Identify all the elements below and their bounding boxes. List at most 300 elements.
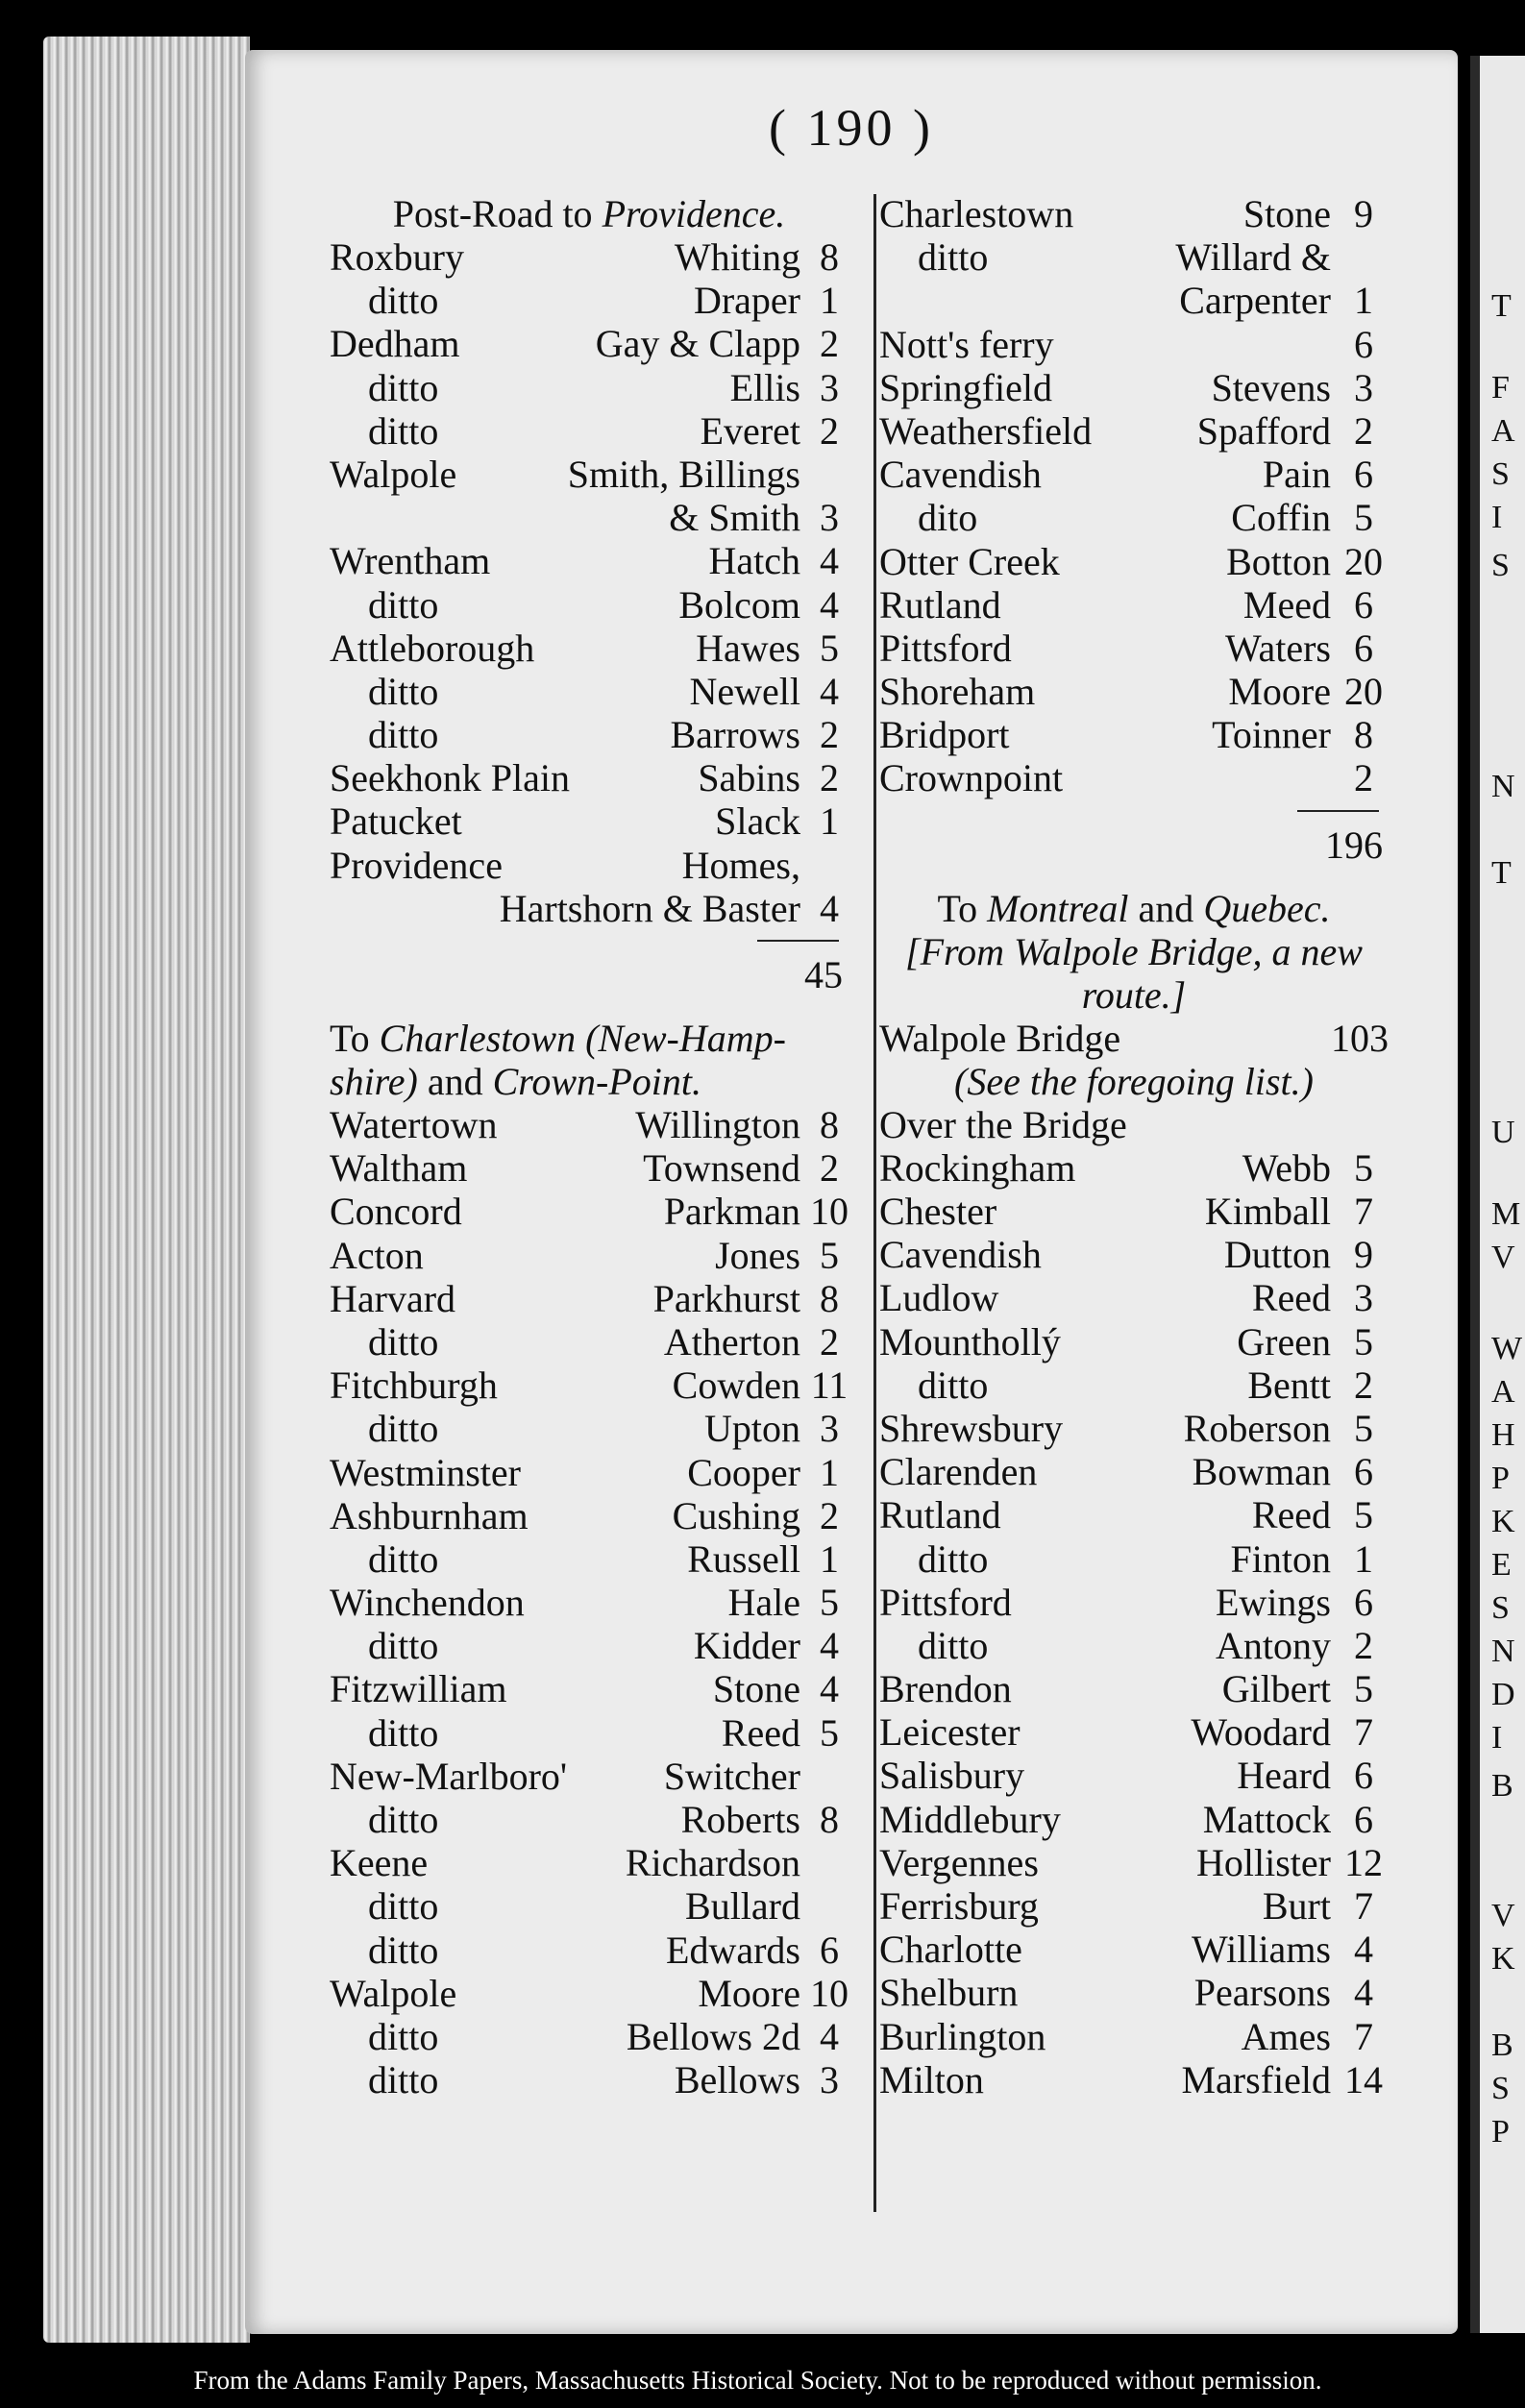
miles: 6	[1354, 582, 1373, 627]
table-row	[330, 1320, 849, 1364]
miles: 8	[1354, 713, 1373, 757]
place-name: ditto	[368, 1624, 439, 1668]
table-row	[330, 2015, 849, 2058]
page-number: ( 190 )	[769, 99, 934, 157]
heading-italic-text: Montreal	[987, 886, 1129, 930]
table-row	[330, 1972, 849, 2015]
table-row	[330, 1277, 849, 1320]
innkeeper-name: Carpenter	[1179, 279, 1331, 323]
miles: 1	[820, 1450, 839, 1494]
innkeeper-name: Cowden	[672, 1364, 800, 1408]
table-row	[330, 496, 849, 539]
miles: 2	[1354, 1623, 1373, 1667]
miles: 4	[1354, 1928, 1373, 1972]
miles: 3	[1354, 365, 1373, 409]
place-name: Ashburnham	[330, 1493, 529, 1537]
table-row	[879, 1233, 1389, 1276]
innkeeper-name: Heard	[1237, 1754, 1331, 1798]
table-row	[879, 540, 1389, 583]
place-name: Weathersfield	[879, 408, 1093, 453]
miles: 5	[1354, 1667, 1373, 1711]
place-name: Harvard	[330, 1276, 456, 1320]
table-row	[879, 756, 1389, 799]
place-name: ditto	[918, 235, 989, 280]
innkeeper-name: Switcher	[663, 1754, 800, 1798]
see-foregoing-list-note: (See the foregoing list.)	[954, 1059, 1314, 1103]
place-name: Charlestown	[879, 192, 1074, 235]
innkeeper-name: Everet	[700, 408, 800, 453]
place-name: Middlebury	[879, 1797, 1061, 1841]
place-name: Leicester	[879, 1710, 1021, 1755]
miles: 9	[1354, 1233, 1373, 1277]
book-page-edges	[43, 37, 250, 2343]
place-name: ditto	[368, 582, 439, 627]
table-row	[879, 1537, 1389, 1581]
innkeeper-name: Stevens	[1211, 365, 1331, 409]
miles: 11	[810, 1364, 849, 1408]
right-column	[879, 192, 1389, 2101]
place-name: ditto	[368, 1536, 439, 1581]
table-row	[879, 627, 1389, 670]
miles: 5	[1354, 1145, 1373, 1190]
table-row	[330, 670, 849, 713]
innkeeper-name: Hartshorn & Baster	[499, 886, 800, 930]
place-name: ditto	[368, 365, 439, 409]
table-row	[879, 235, 1389, 279]
over-the-bridge-label: Over the Bridge	[879, 1102, 1127, 1146]
place-name: ditto	[368, 669, 439, 713]
table-row	[879, 366, 1389, 409]
table-row	[879, 1667, 1389, 1710]
miles: 2	[820, 1493, 839, 1537]
table-row	[879, 1407, 1389, 1450]
innkeeper-name: Pearsons	[1193, 1971, 1331, 2015]
table-row	[879, 583, 1389, 627]
place-name: Mounthollý	[879, 1319, 1061, 1364]
table-row	[879, 1971, 1389, 2014]
place-name: Crownpoint	[879, 756, 1064, 800]
miles: 5	[820, 1710, 839, 1755]
book-page	[245, 50, 1458, 2334]
miles: 2	[820, 322, 839, 366]
table-row	[330, 409, 849, 453]
adjacent-page-letter: A	[1491, 413, 1515, 449]
miles: 4	[820, 1667, 839, 1711]
table-row	[330, 756, 849, 799]
table-row	[879, 1320, 1389, 1364]
miles: 3	[820, 496, 839, 540]
table-row	[330, 366, 849, 409]
table-row	[330, 2058, 849, 2101]
place-name: Pittsford	[879, 1580, 1012, 1624]
miles: 4	[820, 539, 839, 583]
table-row	[879, 1493, 1389, 1536]
place-name: ditto	[368, 2014, 439, 2058]
adjacent-page-letter: S	[1491, 456, 1510, 492]
innkeeper-name: & Smith	[669, 496, 800, 540]
innkeeper-name: Kimball	[1204, 1190, 1331, 1233]
table-row	[879, 1841, 1389, 1884]
miles: 1	[820, 799, 839, 844]
sum-rule	[879, 800, 1389, 822]
sum-rule	[330, 930, 849, 951]
miles: 6	[1354, 1797, 1373, 1841]
innkeeper-name: Green	[1237, 1319, 1331, 1364]
table-row	[879, 1190, 1389, 1233]
place-name: ditto	[368, 1407, 439, 1451]
miles: 3	[820, 365, 839, 409]
place-name: Milton	[879, 2057, 984, 2101]
innkeeper-name: Roberts	[680, 1798, 800, 1841]
adjacent-page-letter: P	[1491, 1461, 1510, 1496]
innkeeper-name: Jones	[715, 1233, 800, 1277]
innkeeper-name: Ewings	[1216, 1580, 1331, 1624]
adjacent-page-letter: N	[1491, 769, 1515, 804]
miles: 7	[1354, 1884, 1373, 1928]
route-table-crownpoint	[879, 192, 1389, 800]
table-row	[330, 1537, 849, 1581]
table-row	[330, 453, 849, 496]
section-heading-montreal	[879, 887, 1389, 930]
route-table-montreal	[879, 1146, 1389, 2101]
table-row	[330, 1407, 849, 1450]
place-name: Rutland	[879, 1493, 1001, 1537]
table-row	[879, 1364, 1389, 1407]
table-row	[330, 1929, 849, 1972]
table-row	[879, 1928, 1389, 1971]
column-divider	[873, 194, 876, 2212]
table-row	[879, 1276, 1389, 1319]
miles: 9	[1354, 192, 1373, 235]
miles: 7	[1354, 2014, 1373, 2058]
adjacent-page-letter: I	[1491, 1720, 1503, 1756]
miles: 7	[1354, 1190, 1373, 1233]
table-row	[879, 453, 1389, 496]
innkeeper-name: Homes,	[681, 843, 800, 887]
place-name: Clarenden	[879, 1450, 1038, 1494]
miles: 6	[1354, 322, 1373, 366]
miles: 2	[1354, 756, 1373, 800]
miles: 20	[1344, 539, 1383, 583]
innkeeper-name: Bentt	[1247, 1363, 1331, 1407]
place-name: ditto	[368, 1798, 439, 1841]
table-row	[330, 322, 849, 365]
table-row	[330, 1755, 849, 1798]
innkeeper-name: Finton	[1230, 1536, 1331, 1581]
place-name: Seekhonk Plain	[330, 756, 570, 800]
miles: 5	[1354, 1493, 1373, 1537]
place-name: Charlotte	[879, 1928, 1022, 1972]
innkeeper-name: Woodard	[1191, 1710, 1331, 1755]
innkeeper-name: Toinner	[1212, 713, 1331, 757]
place-name: Shoreham	[879, 670, 1036, 714]
place-name: Pittsford	[879, 626, 1012, 670]
miles: 12	[1344, 1840, 1383, 1884]
place-name: Acton	[330, 1233, 424, 1277]
place-name: Springfield	[879, 365, 1052, 409]
table-row	[330, 1581, 849, 1624]
heading-italic-text: Crown-Point.	[492, 1060, 702, 1103]
miles: 2	[820, 408, 839, 453]
innkeeper-name: Newell	[689, 669, 800, 713]
place-name: ditto	[368, 2058, 439, 2102]
innkeeper-name: Stone	[1242, 192, 1331, 235]
place-name: Walpole Bridge	[879, 1016, 1121, 1060]
innkeeper-name: Ellis	[729, 365, 800, 409]
innkeeper-name: Dutton	[1223, 1233, 1331, 1277]
section-heading-charlestown-line1	[330, 1017, 849, 1060]
innkeeper-name: Kidder	[693, 1624, 800, 1668]
table-row	[330, 235, 849, 279]
miles: 2	[820, 1319, 839, 1364]
heading-italic-text: Providence.	[602, 192, 786, 235]
place-name: Rutland	[879, 582, 1001, 627]
place-name: Patucket	[330, 799, 462, 844]
miles: 3	[820, 1407, 839, 1451]
table-row	[330, 1841, 849, 1884]
table-row	[879, 279, 1389, 322]
adjacent-page-letter: I	[1491, 500, 1503, 535]
table-row	[879, 1624, 1389, 1667]
miles: 4	[820, 1624, 839, 1668]
place-name: ditto	[368, 1928, 439, 1972]
miles: 6	[1354, 1450, 1373, 1494]
miles: 4	[820, 582, 839, 627]
table-row	[330, 1884, 849, 1928]
adjacent-page-letter: S	[1491, 548, 1510, 583]
innkeeper-name: Richardson	[625, 1841, 800, 1885]
miles: 1	[820, 1536, 839, 1581]
place-name: Chester	[879, 1190, 997, 1233]
innkeeper-name: Draper	[693, 279, 800, 323]
miles: 4	[820, 2014, 839, 2058]
innkeeper-name: Gilbert	[1221, 1667, 1331, 1711]
adjacent-page-letter: P	[1491, 2114, 1510, 2150]
miles: 10	[810, 1971, 849, 2015]
table-row	[879, 1884, 1389, 1928]
place-name: Shrewsbury	[879, 1406, 1064, 1450]
table-row	[879, 1146, 1389, 1190]
innkeeper-name: Stone	[712, 1667, 800, 1711]
adjacent-page-letter: K	[1491, 1941, 1515, 1977]
table-row	[330, 1190, 849, 1233]
miles: 5	[820, 626, 839, 670]
miles: 8	[820, 1798, 839, 1841]
adjacent-page-letter: W	[1491, 1331, 1523, 1366]
heading-text: and	[417, 1060, 493, 1103]
table-row	[879, 1581, 1389, 1624]
miles: 14	[1344, 2057, 1383, 2101]
table-row	[330, 1667, 849, 1710]
place-name: ditto	[918, 1363, 989, 1407]
miles: 7	[1354, 1710, 1373, 1755]
place-name: Walpole	[330, 1971, 457, 2015]
table-row	[330, 1234, 849, 1277]
table-row	[330, 1364, 849, 1407]
miles: 3	[1354, 1276, 1373, 1320]
place-name: Winchendon	[330, 1581, 525, 1625]
place-name: Waltham	[330, 1146, 468, 1191]
innkeeper-name: Bellows	[674, 2058, 800, 2102]
table-row	[879, 409, 1389, 453]
miles: 2	[1354, 408, 1373, 453]
innkeeper-name: Moore	[698, 1971, 800, 2015]
miles: 8	[820, 1276, 839, 1320]
table-row	[330, 1798, 849, 1841]
innkeeper-name: Moore	[1228, 670, 1331, 714]
innkeeper-name: Meed	[1242, 582, 1331, 627]
table-row	[330, 713, 849, 756]
table-row	[330, 279, 849, 322]
table-row	[330, 844, 849, 887]
route-total: 196	[1325, 823, 1383, 867]
table-row	[330, 627, 849, 670]
place-name: Shelburn	[879, 1971, 1019, 2015]
table-row	[879, 2015, 1389, 2058]
innkeeper-name: Willard &	[1175, 235, 1331, 280]
innkeeper-name: Atherton	[663, 1319, 800, 1364]
heading-text: To	[937, 886, 988, 930]
miles: 5	[1354, 496, 1373, 540]
table-row	[330, 1103, 849, 1146]
innkeeper-name: Bellows 2d	[626, 2014, 800, 2058]
route-table-providence	[330, 235, 849, 930]
place-name: Nott's ferry	[879, 322, 1054, 366]
subheading-new-route-line1: [From Walpole Bridge, a new	[905, 929, 1363, 973]
table-row	[330, 539, 849, 582]
place-name: Otter Creek	[879, 539, 1060, 583]
place-name: Brendon	[879, 1667, 1012, 1711]
miles: 5	[820, 1581, 839, 1625]
innkeeper-name: Waters	[1224, 626, 1331, 670]
innkeeper-name: Smith, Billings	[567, 452, 800, 496]
innkeeper-name: Coffin	[1231, 496, 1331, 540]
table-row	[330, 799, 849, 843]
innkeeper-name: Russell	[687, 1536, 800, 1581]
miles: 10	[810, 1190, 849, 1234]
miles: 2	[820, 1146, 839, 1191]
innkeeper-name: Bullard	[685, 1884, 800, 1929]
heading-text: To	[330, 1017, 380, 1060]
place-name: Westminster	[330, 1450, 521, 1494]
table-row	[879, 1017, 1389, 1060]
innkeeper-name: Hatch	[708, 539, 800, 583]
place-name: Ferrisburg	[879, 1884, 1039, 1928]
innkeeper-name: Mattock	[1202, 1797, 1331, 1841]
heading-italic-text: Quebec.	[1203, 886, 1331, 930]
innkeeper-name: Webb	[1242, 1145, 1331, 1190]
miles: 20	[1344, 670, 1383, 714]
place-name: Burlington	[879, 2014, 1046, 2058]
innkeeper-name: Parkman	[663, 1190, 800, 1234]
subheading-new-route-line2: route.]	[1081, 972, 1187, 1017]
adjacent-page-letter: M	[1491, 1196, 1521, 1232]
place-name: Bridport	[879, 713, 1010, 757]
adjacent-page-letter: E	[1491, 1547, 1512, 1583]
miles: 5	[820, 1233, 839, 1277]
innkeeper-name: Marsfield	[1181, 2057, 1331, 2101]
innkeeper-name: Hollister	[1196, 1840, 1331, 1884]
adjacent-page-letter: S	[1491, 2071, 1510, 2106]
innkeeper-name: Upton	[704, 1407, 800, 1451]
place-name: Fitchburgh	[330, 1364, 498, 1408]
innkeeper-name: Cooper	[687, 1450, 800, 1494]
miles: 5	[1354, 1319, 1373, 1364]
adjacent-page-letter: V	[1491, 1898, 1515, 1933]
table-row	[330, 1146, 849, 1190]
table-row	[879, 1754, 1389, 1797]
section-heading-providence	[330, 192, 849, 235]
table-row	[879, 670, 1389, 713]
place-name: Dedham	[330, 322, 460, 366]
miles: 4	[820, 669, 839, 713]
innkeeper-name: Williams	[1191, 1928, 1331, 1972]
place-name: ditto	[918, 1536, 989, 1581]
heading-text: and	[1128, 886, 1204, 930]
route-table-charlestown	[330, 1103, 849, 2101]
table-row	[879, 496, 1389, 539]
innkeeper-name: Roberson	[1183, 1406, 1331, 1450]
miles: 6	[820, 1928, 839, 1972]
place-name: Providence	[330, 843, 503, 887]
miles: 6	[1354, 1580, 1373, 1624]
heading-italic-text: shire)	[330, 1060, 418, 1103]
place-name: ditto	[918, 1623, 989, 1667]
place-name: Salisbury	[879, 1754, 1025, 1798]
miles: 1	[1354, 279, 1373, 323]
innkeeper-name: Slack	[715, 799, 800, 844]
route-total: 45	[804, 953, 843, 996]
adjacent-page-letter: V	[1491, 1240, 1515, 1275]
adjacent-page-letter: S	[1491, 1590, 1510, 1626]
place-name: ditto	[368, 408, 439, 453]
table-row	[879, 323, 1389, 366]
place-name: Cavendish	[879, 1233, 1042, 1277]
place-name: Vergennes	[879, 1840, 1039, 1884]
left-column	[330, 192, 849, 2101]
miles: 6	[1354, 626, 1373, 670]
innkeeper-name: Edwards	[666, 1928, 800, 1972]
innkeeper-name: Hale	[727, 1581, 800, 1625]
adjacent-page-letter: F	[1491, 370, 1510, 405]
innkeeper-name: Reed	[721, 1710, 800, 1755]
miles: 4	[820, 886, 839, 930]
place-name: New-Marlboro'	[330, 1754, 568, 1798]
miles: 103	[1331, 1016, 1389, 1060]
innkeeper-name: Pain	[1262, 453, 1331, 497]
place-name: Rockingham	[879, 1145, 1076, 1190]
adjacent-page-letter: B	[1491, 2027, 1513, 2063]
place-name: Watertown	[330, 1103, 498, 1146]
miles: 6	[1354, 1754, 1373, 1798]
place-name: Attleborough	[330, 626, 535, 670]
miles: 2	[820, 713, 839, 757]
place-name: Cavendish	[879, 453, 1042, 497]
innkeeper-name: Hawes	[696, 626, 800, 670]
innkeeper-name: Gay & Clapp	[595, 322, 800, 366]
innkeeper-name: Ames	[1241, 2014, 1331, 2058]
table-row	[879, 713, 1389, 756]
miles: 2	[1354, 1363, 1373, 1407]
adjacent-page-letter: A	[1491, 1374, 1515, 1410]
innkeeper-name: Botton	[1226, 539, 1331, 583]
table-row	[330, 1494, 849, 1537]
adjacent-page-letter: T	[1491, 855, 1512, 891]
miles: 5	[1354, 1406, 1373, 1450]
miles: 4	[1354, 1971, 1373, 2015]
table-row	[330, 1451, 849, 1494]
innkeeper-name: Reed	[1251, 1493, 1331, 1537]
